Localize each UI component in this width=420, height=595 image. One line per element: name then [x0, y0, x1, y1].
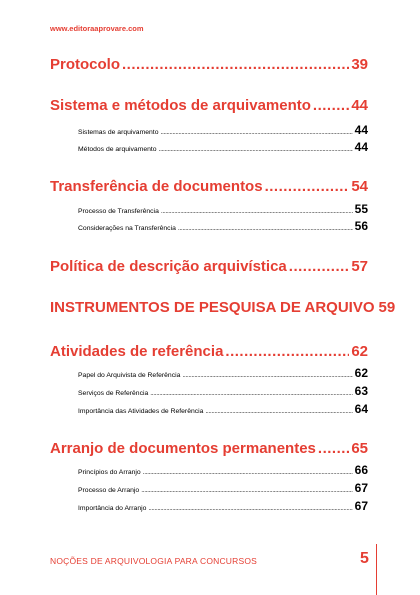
- toc-section-page: 57: [351, 258, 368, 275]
- dot-leader: [150, 390, 352, 397]
- dot-leader: [313, 97, 349, 114]
- dot-leader: [122, 56, 349, 73]
- toc-item-processo-transferencia[interactable]: [78, 202, 368, 216]
- toc-item-processo-arranjo[interactable]: [78, 481, 368, 495]
- toc-section-atividades-referencia[interactable]: [50, 343, 368, 360]
- footer-divider: [376, 544, 377, 595]
- toc-section-title: Transferência de documentos: [50, 178, 263, 195]
- toc-item-page: 56: [354, 219, 368, 233]
- toc-item-papel-arquivista[interactable]: [78, 366, 368, 380]
- toc-section-page: 65: [351, 440, 368, 457]
- toc-item-consideracoes-transferencia[interactable]: [78, 219, 368, 233]
- dot-leader: [148, 505, 352, 512]
- dot-leader: [178, 225, 353, 232]
- toc-section-title: Política de descrição arquivística: [50, 258, 287, 275]
- toc-item-title: Sistemas de arquivamento: [78, 129, 159, 136]
- toc-item-page: 63: [354, 384, 368, 398]
- toc-item-page: 64: [354, 402, 368, 416]
- toc-item-metodos-arquivamento[interactable]: [78, 140, 368, 154]
- toc-section-title: Protocolo: [50, 56, 120, 73]
- toc-item-page: 67: [354, 499, 368, 513]
- toc-item-page: 44: [354, 140, 368, 154]
- toc-item-page: 44: [354, 123, 368, 137]
- toc-item-title: Serviços de Referência: [78, 390, 149, 397]
- toc-section-arranjo[interactable]: [50, 440, 368, 457]
- dot-leader: [205, 408, 352, 415]
- footer-book-title: NOÇÕES DE ARQUIVOLOGIA PARA CONCURSOS: [50, 556, 258, 566]
- toc-item-page: 67: [354, 481, 368, 495]
- dot-leader: [161, 208, 353, 215]
- toc-item-title: Importância do Arranjo: [78, 505, 147, 512]
- dot-leader: [159, 146, 353, 153]
- toc-item-importancia-atividades[interactable]: [78, 402, 368, 416]
- toc-section-protocolo[interactable]: [50, 56, 368, 73]
- toc-item-title: Considerações na Transferência: [78, 225, 176, 232]
- toc-section-page: 44: [351, 97, 368, 114]
- toc-item-page: 55: [354, 202, 368, 216]
- dot-leader: [265, 178, 350, 195]
- toc-section-title: INSTRUMENTOS DE PESQUISA DE ARQUIVO: [50, 299, 375, 316]
- toc-item-title: Processo de Transferência: [78, 208, 159, 215]
- toc-section-page: 39: [351, 56, 368, 73]
- dot-leader: [182, 372, 352, 379]
- toc-item-title: Importância das Atividades de Referência: [78, 408, 204, 415]
- toc-item-title: Métodos de arquivamento: [78, 146, 157, 153]
- dot-leader: [160, 129, 352, 136]
- toc-section-page: 54: [351, 178, 368, 195]
- toc-item-importancia-arranjo[interactable]: [78, 499, 368, 513]
- page-number: 5: [360, 550, 369, 567]
- toc-section-instrumentos[interactable]: [50, 299, 396, 316]
- toc-section-sistema-metodos[interactable]: [50, 97, 368, 114]
- toc-item-title: Processo de Arranjo: [78, 487, 140, 494]
- toc-item-servicos-referencia[interactable]: [78, 384, 368, 398]
- dot-leader: [225, 343, 349, 360]
- dot-leader: [141, 487, 352, 494]
- toc-item-page: 62: [354, 366, 368, 380]
- toc-item-title: Papel do Arquivista de Referência: [78, 372, 181, 379]
- toc-section-transferencia[interactable]: [50, 178, 368, 195]
- toc-section-title: Arranjo de documentos permanentes: [50, 440, 316, 457]
- toc-section-title: Sistema e métodos de arquivamento: [50, 97, 311, 114]
- toc-section-title: Atividades de referência: [50, 343, 224, 360]
- site-url: www.editoraaprovare.com: [50, 24, 144, 33]
- dot-leader: [318, 440, 349, 457]
- toc-section-page: 59: [378, 299, 396, 316]
- toc-item-title: Princípios do Arranjo: [78, 469, 141, 476]
- toc-section-page: 62: [351, 343, 368, 360]
- dot-leader: [143, 469, 353, 476]
- toc-item-page: 66: [354, 463, 368, 477]
- toc-item-sistemas-arquivamento[interactable]: [78, 123, 368, 137]
- dot-leader: [289, 258, 350, 275]
- toc-item-principios-arranjo[interactable]: [78, 463, 368, 477]
- toc-section-politica[interactable]: [50, 258, 368, 275]
